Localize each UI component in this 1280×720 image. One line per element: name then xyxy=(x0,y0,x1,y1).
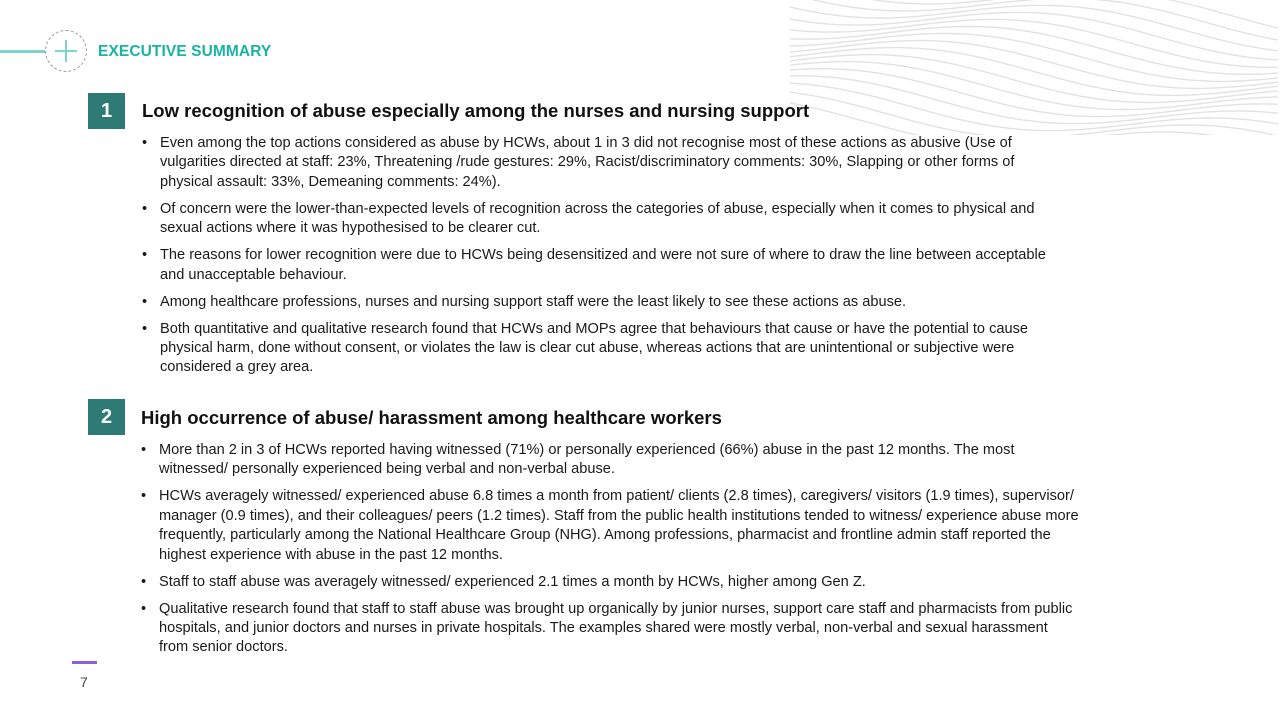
section-1-bullet-list xyxy=(142,134,1067,385)
bullet-text: The reasons for lower recognition were due to HCWs being desensitized and were not sure of where to draw the line between acceptable and unacceptable behaviour. xyxy=(160,247,1046,283)
page-title: EXECUTIVE SUMMARY xyxy=(98,43,272,60)
list-item xyxy=(142,320,1067,378)
bullet-text: Of concern were the lower-than-expected levels of recognition across the categories of abuse, especially when it comes to physical and sexual actions where it was hypothesised to be clearer cut. xyxy=(160,200,1035,237)
bullet-dot: • xyxy=(142,200,148,217)
list-item xyxy=(142,246,1067,285)
list-item xyxy=(141,441,1081,480)
section-title: Low recognition of abuse especially among the nurses and nursing support xyxy=(142,100,810,121)
section-number-badge: 2 xyxy=(88,399,125,435)
bullet-dot: • xyxy=(141,573,147,590)
section-title: High occurrence of abuse/ harassment among healthcare workers xyxy=(141,407,722,428)
bullet-text: More than 2 in 3 of HCWs reported having witnessed (71%) or personally experienced (66%) abuse in the past 12 months. The most witnessed/ personally experienced being verbal and non-verbal abuse. xyxy=(159,442,1015,478)
list-item xyxy=(141,573,1081,592)
bullet-text: Staff to staff abuse was averagely witnessed/ experienced 2.1 times a month by HCWs, higher among Gen Z. xyxy=(159,573,866,590)
bullet-dot: • xyxy=(141,442,147,458)
list-item xyxy=(141,600,1081,658)
wave-lines-decoration xyxy=(790,0,1280,135)
section-2-bullet-list xyxy=(141,441,1081,665)
plus-icon xyxy=(54,39,78,63)
bullet-dot: • xyxy=(141,488,147,505)
bullet-dot: • xyxy=(142,247,148,264)
bullet-text: Both quantitative and qualitative research found that HCWs and MOPs agree that behaviours that cause or have the potential to cause physical harm, done without consent, or violates the law is clear cut abuse, whereas actions that are unintentional or subjective were considered a grey area. xyxy=(160,320,1029,376)
header-accent-line xyxy=(0,50,48,53)
bullet-text: Among healthcare professions, nurses and nursing support staff were the least likely to see these actions as abuse. xyxy=(160,293,907,310)
bullet-dot: • xyxy=(142,135,148,151)
bullet-text: Qualitative research found that staff to staff abuse was brought up organically by junior nurses, support care staff and pharmacists from public hospitals, and junior doctors and nurses in private hospitals. The examples shared were mostly verbal, non-verbal and sexual harassment from senior doctors. xyxy=(159,600,1073,656)
bullet-dot: • xyxy=(141,600,147,617)
list-item xyxy=(142,293,1067,312)
list-item xyxy=(142,134,1067,192)
bullet-text: Even among the top actions considered as abuse by HCWs, about 1 in 3 did not recognise most of these actions as abusive (Use of vulgarities directed at staff: 23%, Threatening /rude gestures: 29%, Racist/discriminatory comments: 30%, Slapping or other forms of physical assault: 33%, Demeaning comments: 24%). xyxy=(160,135,1015,190)
bullet-dot: • xyxy=(142,320,148,337)
page-number: 7 xyxy=(80,674,88,690)
list-item xyxy=(142,200,1067,239)
section-number-badge: 1 xyxy=(88,93,125,129)
list-item xyxy=(141,487,1081,565)
bullet-dot: • xyxy=(142,293,148,310)
page-marker-line xyxy=(72,661,97,664)
bullet-text: HCWs averagely witnessed/ experienced abuse 6.8 times a month from patient/ clients (2.8 times), caregivers/ visitors (1.9 times), supervisor/ manager (0.9 times), and their colleagues/ peers (1.2 times). Staff from the public health institutions tended to witness/ experience abuse more frequently, particularly among the National Healthcare Group (NHG). Among professions, pharmacist and frontline admin staff reported the highest experience with abuse in the past 12 months. xyxy=(159,488,1079,563)
